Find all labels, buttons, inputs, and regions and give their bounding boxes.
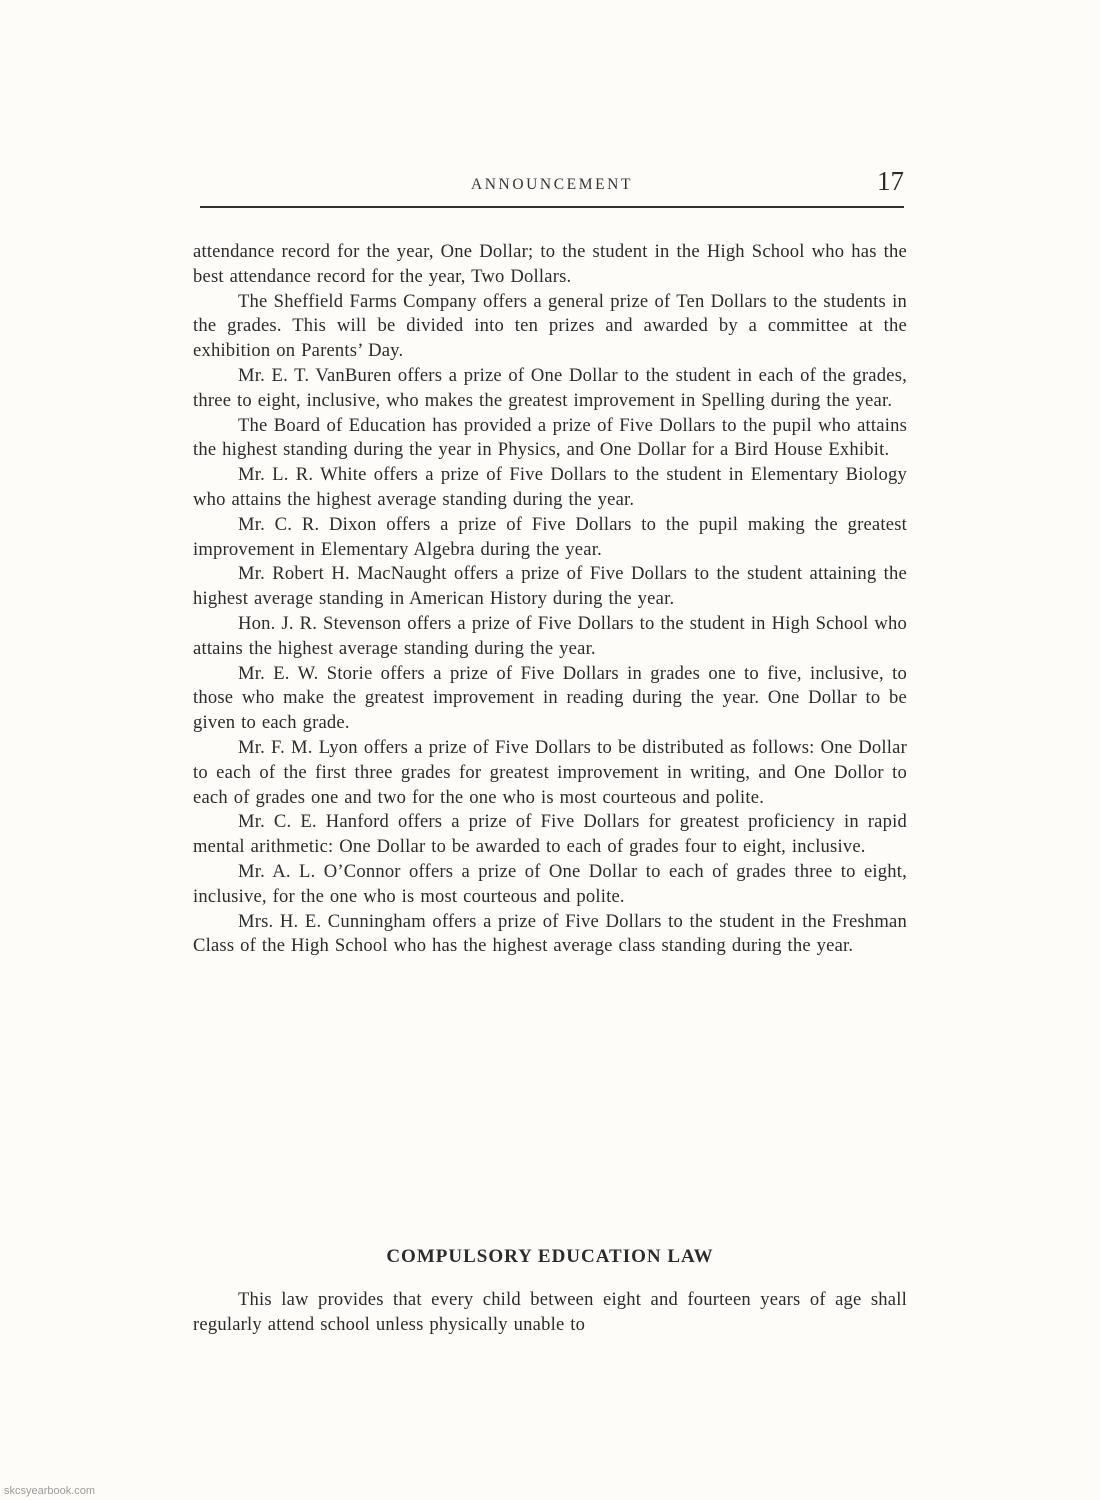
paragraph-lyon: Mr. F. M. Lyon offers a prize of Five Dollars to be distributed as follows: One Dollar to each of the first three grades for greatest improvement in writing, and One Dollor to each of grades one and two for the one who is most courteous and polite. bbox=[193, 736, 907, 808]
paragraph-oconnor: Mr. A. L. O’Connor offers a prize of One Dollar to each of grades three to eight, inclusive, for the one who is most courteous and polite. bbox=[193, 860, 907, 907]
paragraph-white: Mr. L. R. White offers a prize of Five Dollars to the student in Elementary Biology who attains the highest average standing during the year. bbox=[193, 464, 907, 510]
paragraph-dixon: Mr. C. R. Dixon offers a prize of Five Dollars to the pupil making the greatest improvement in Elementary Algebra during the year. bbox=[193, 513, 907, 560]
paragraph-vanburen: Mr. E. T. VanBuren offers a prize of One Dollar to the student in each of the grades, three to eight, inclusive, who makes the greatest improvement in Spelling during the year. bbox=[193, 364, 907, 411]
running-header bbox=[200, 164, 904, 208]
paragraph-hanford: Mr. C. E. Hanford offers a prize of Five Dollars for greatest proficiency in rapid mental arithmetic: One Dollar to be awarded to each of grades four to eight, inclusive. bbox=[193, 811, 907, 858]
paragraph-continuation: attendance record for the year, One Dollar; to the student in the High School who has the best attendance record for the year, Two Dollars. bbox=[193, 241, 907, 287]
paragraph-sheffield-farms: The Sheffield Farms Company offers a general prize of Ten Dollars to the students in the grades. This will be divided into ten prizes and awarded by a committee at the exhibition on Parents’ Day. bbox=[193, 290, 907, 362]
section-heading: COMPULSORY EDUCATION LAW bbox=[386, 1246, 714, 1267]
paragraph-storie: Mr. E. W. Storie offers a prize of Five Dollars in grades one to five, inclusive, to those who make the greatest improvement in reading during the year. One Dollar to be given to each grade. bbox=[193, 662, 907, 734]
paragraph-stevenson: Hon. J. R. Stevenson offers a prize of Five Dollars to the student in High School who attains the highest average standing during the year. bbox=[193, 612, 907, 659]
site-watermark: skcsyearbook.com bbox=[4, 1485, 96, 1497]
running-title: ANNOUNCEMENT bbox=[470, 176, 634, 193]
prize-announcements bbox=[193, 240, 907, 959]
section-paragraph: This law provides that every child between eight and fourteen years of age shall regularly attend school unless physically unable to bbox=[193, 1289, 907, 1335]
paragraph-cunningham: Mrs. H. E. Cunningham offers a prize of Five Dollars to the student in the Freshman Class of the High School who has the highest average class standing during the year. bbox=[193, 910, 907, 957]
section-body bbox=[193, 1288, 907, 1338]
paragraph-macnaught: Mr. Robert H. MacNaught offers a prize of Five Dollars to the student attaining the highest average standing in American History during the year. bbox=[193, 563, 907, 610]
page-number: 17 bbox=[877, 166, 904, 196]
paragraph-board-of-education: The Board of Education has provided a prize of Five Dollars to the pupil who attains the highest standing during the year in Physics, and One Dollar for a Bird House Exhibit. bbox=[193, 414, 907, 461]
